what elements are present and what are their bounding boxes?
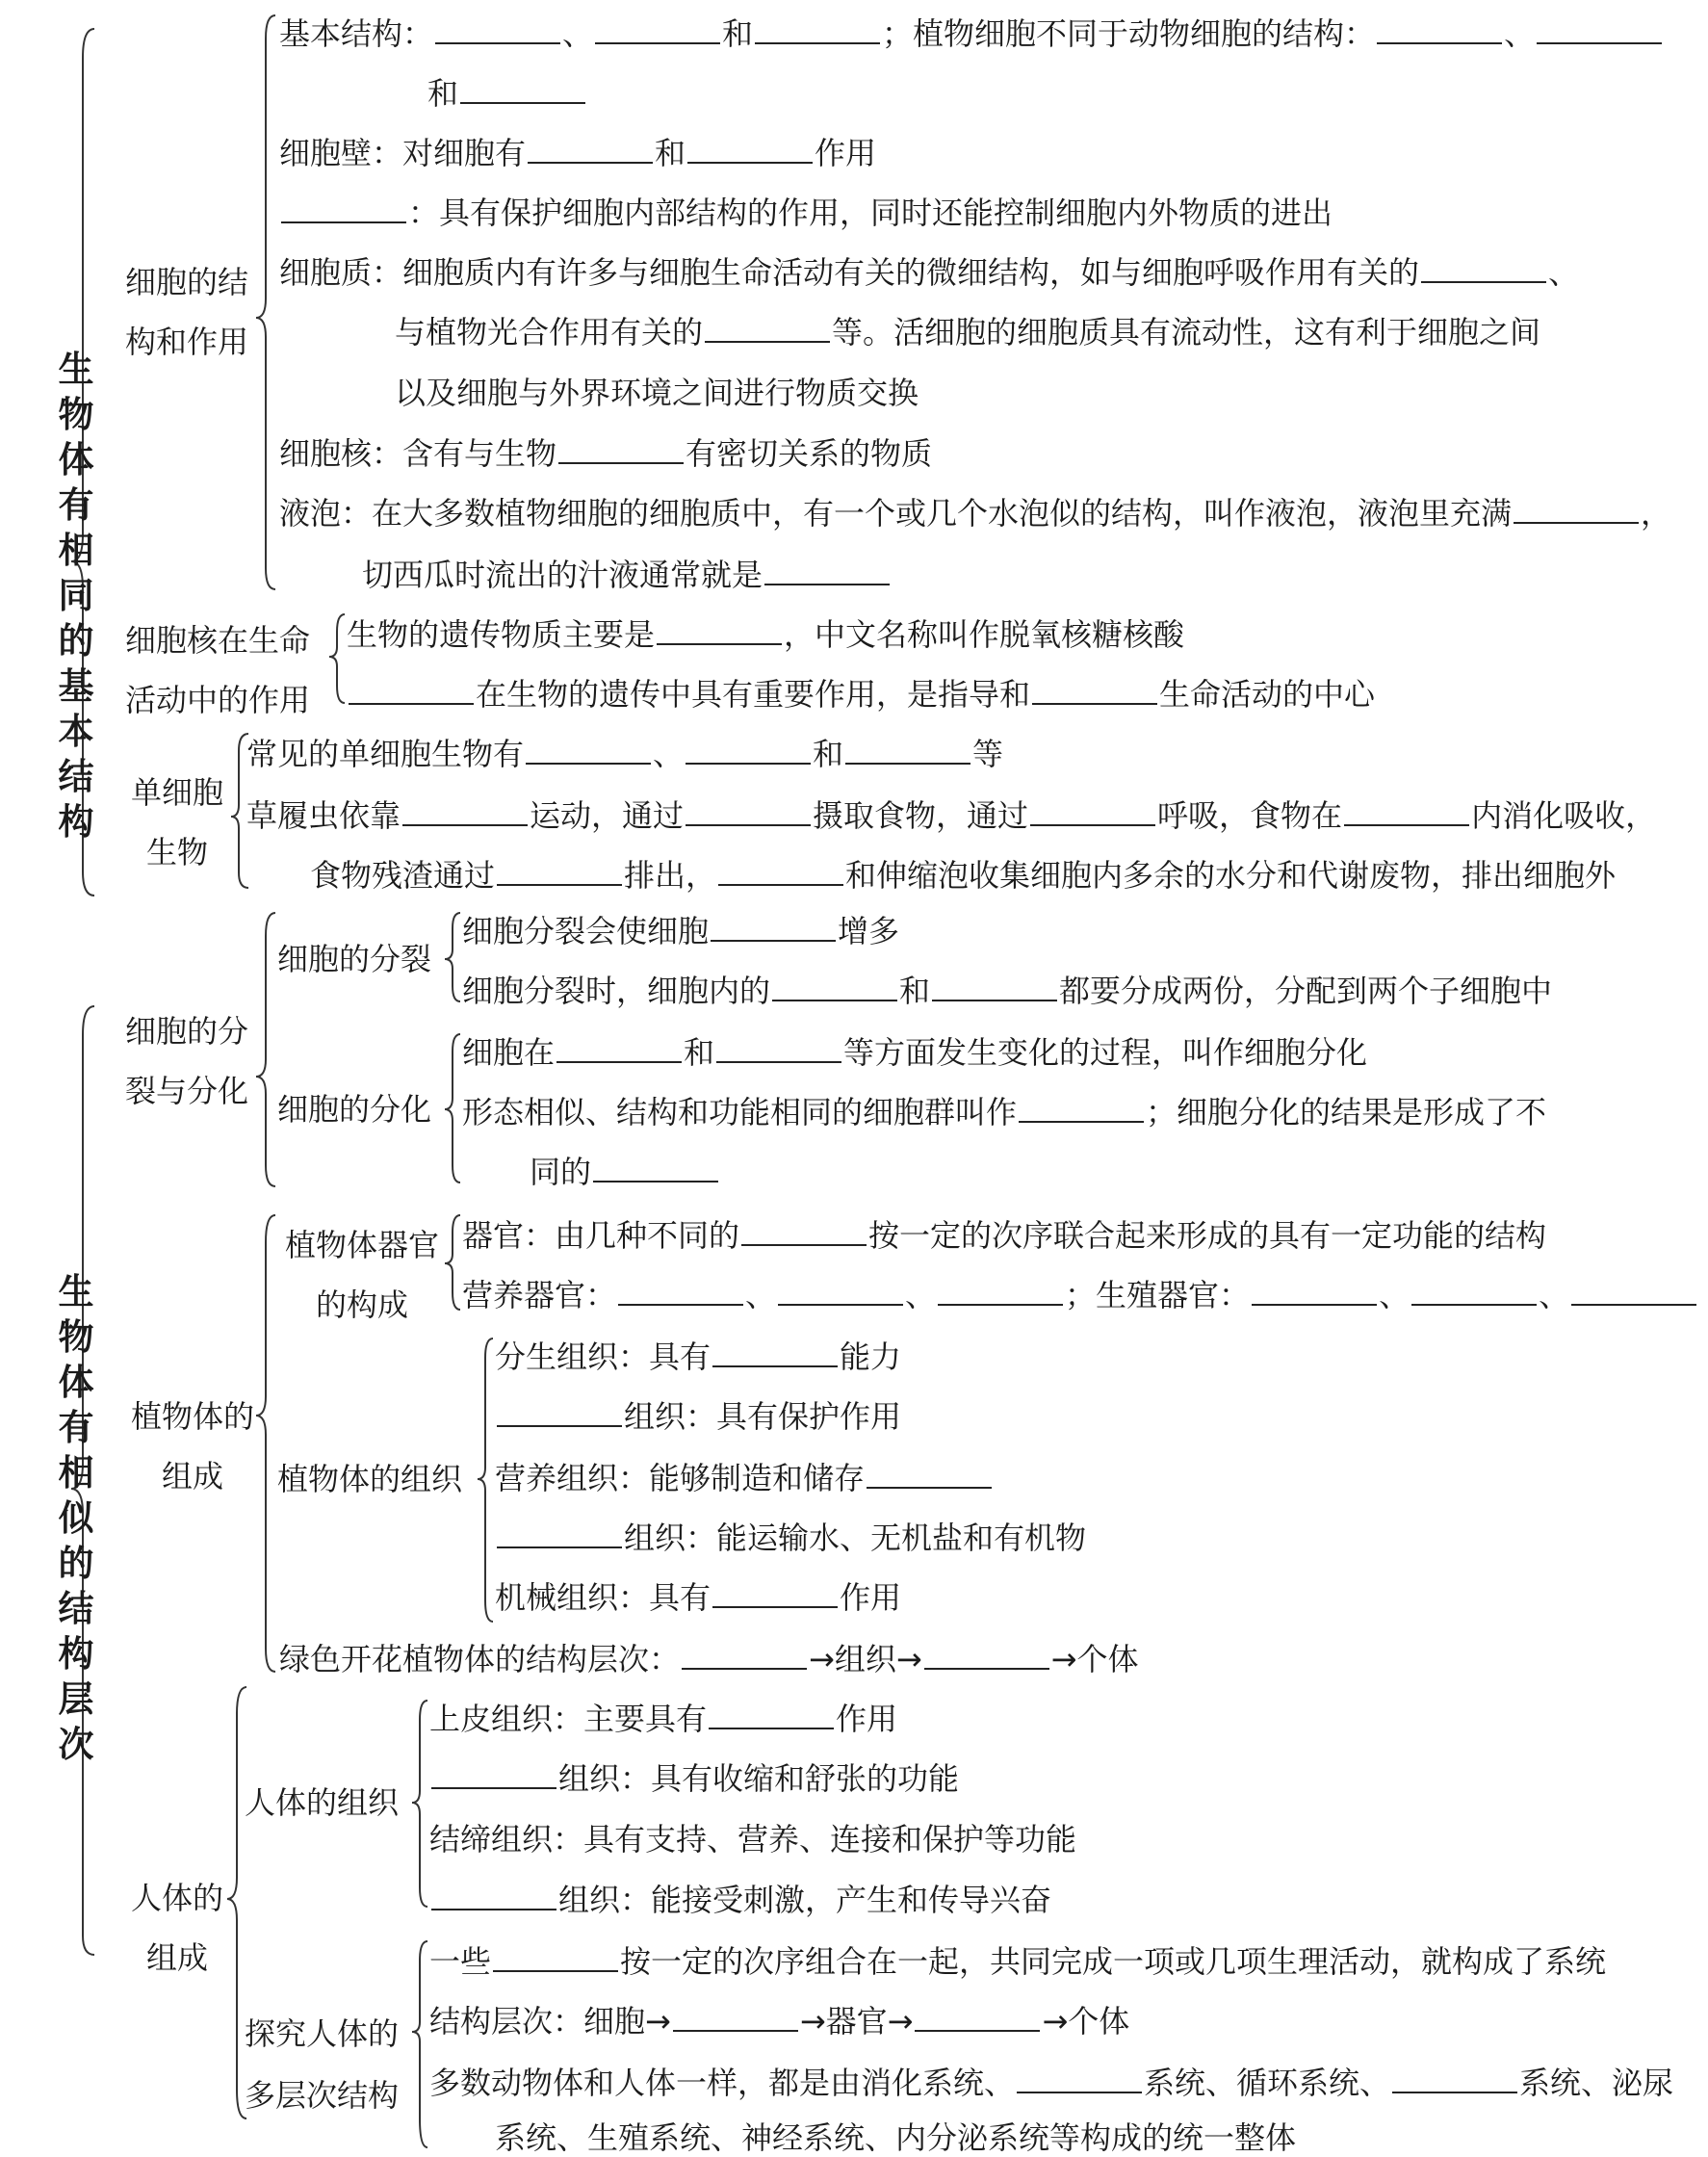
bracket-ss6: [412, 1941, 427, 2147]
row-organ-types: 营养器官： 、 、 ；生殖器官： 、 、: [462, 1275, 1698, 1314]
row-connective: 结缔组织：具有支持、营养、连接和保护等功能: [429, 1821, 1077, 1858]
row-conducting-tissue: 组织：能运输水、无机盐和有机物: [495, 1518, 1086, 1557]
row-cytoplasm-cont2: 以及细胞与外界环境之间进行物质交换: [395, 375, 919, 411]
label-cell-structure-function: 细胞的结构和作用: [125, 264, 249, 360]
row-cell-membrane: ：具有保护细胞内部结构的作用，同时还能控制细胞内外物质的进出: [279, 193, 1333, 232]
label-unicellular: 单细胞生物: [130, 774, 223, 871]
row-paramecium-cont: 食物残渣通过 排出， 和伸缩泡收集细胞内多余的水分和代谢废物，排出细胞外: [310, 857, 1617, 894]
row-cytoplasm-cont1: 与植物光合作用有关的 等。活细胞的细胞质具有流动性，这有利于细胞之间: [395, 314, 1541, 351]
bracket-ss5: [412, 1701, 427, 1907]
label-cell-differentiation: 细胞的分化: [277, 1091, 432, 1128]
row-differentiation-def: 细胞在 和 等方面发生变化的过程，叫作细胞分化: [462, 1034, 1368, 1071]
row-genetic-material: 生物的遗传物质主要是 ，中文名称叫作脱氧核糖核酸: [347, 616, 1185, 653]
row-division-split: 细胞分裂时，细胞内的 和 都要分成两份，分配到两个子细胞中: [462, 973, 1553, 1009]
row-paramecium: 草履虫依靠 运动，通过 摄取食物，通过 呼吸，食物在 内消化吸收，: [246, 797, 1657, 834]
label-cell-division: 细胞的分裂: [277, 941, 432, 977]
row-organ-def: 器官：由几种不同的 按一定的次序联合起来形成的具有一定功能的结构: [462, 1217, 1547, 1254]
bracket-ss2: [445, 1034, 460, 1182]
row-nervous: 组织：能接受刺激，产生和传导兴奋: [429, 1880, 1051, 1919]
row-vacuole: 液泡：在大多数植物细胞的细胞质中，有一个或几个水泡似的结构，叫作液泡，液泡里充满 ，: [279, 495, 1672, 532]
row-epithelial: 上皮组织：主要具有 作用: [429, 1701, 898, 1737]
row-cytoplasm: 细胞质：细胞质内有许多与细胞生命活动有关的微细结构，如与细胞呼吸作用有关的 、: [279, 254, 1580, 291]
label-human-tissues: 人体的组织: [245, 1784, 400, 1821]
row-cell-wall: 细胞壁：对细胞有 和 作用: [279, 135, 877, 171]
row-muscle: 组织：具有收缩和舒张的功能: [429, 1758, 959, 1798]
row-common-unicellular: 常见的单细胞生物有 、 和 等: [246, 736, 1004, 772]
bracket-s6: [227, 1687, 246, 2118]
row-tissue-def: 形态相似、结构和功能相同的细胞群叫作 ；细胞分化的结果是形成了不: [462, 1094, 1547, 1130]
main-title-similar-structure-levels: 生物体有相似的结构层次: [58, 1271, 94, 1765]
label-plant-organ-structure: 植物体器官的构成: [284, 1227, 439, 1323]
bracket-ss4: [478, 1338, 493, 1622]
row-vacuole-cont: 切西瓜时流出的汁液通常就是: [362, 555, 892, 594]
row-division-increase: 细胞分裂会使细胞 增多: [462, 913, 900, 949]
row-basic-structure-cont: 和: [427, 73, 587, 113]
bracket-s2: [329, 614, 345, 703]
row-plant-levels: 绿色开花植物体的结构层次： →组织→ →个体: [279, 1641, 1139, 1677]
row-mechanical-tissue: 机械组织：具有 作用: [495, 1579, 902, 1616]
label-plant-body-composition: 植物体的组成: [130, 1398, 254, 1494]
row-tissue-def-cont: 同的: [530, 1152, 720, 1191]
label-plant-tissues: 植物体的组织: [277, 1461, 463, 1497]
row-meristem: 分生组织：具有 能力: [495, 1338, 902, 1375]
label-explore-human-levels: 探究人体的多层次结构: [245, 2015, 400, 2114]
bracket-ss1: [445, 913, 460, 1001]
label-cell-division-differentiation: 细胞的分裂与分化: [125, 1013, 249, 1109]
row-basic-structure: 基本结构： 、 和 ；植物细胞不同于动物细胞的结构： 、: [279, 13, 1664, 53]
label-nucleus-in-life: 细胞核在生命活动中的作用: [125, 622, 311, 718]
row-systems: 多数动物体和人体一样，都是由消化系统、 系统、循环系统、 系统、泌尿: [429, 2065, 1674, 2101]
row-systems-cont: 系统、生殖系统、神经系统、内分泌系统等构成的统一整体: [495, 2119, 1297, 2156]
row-protective-tissue: 组织：具有保护作用: [495, 1396, 901, 1436]
main-title-same-basic-structure: 生物体有相同的基本结构: [58, 349, 94, 843]
row-nucleus-role: 在生物的遗传中具有重要作用，是指导和 生命活动的中心: [347, 674, 1375, 714]
row-human-levels: 结构层次：细胞→ →器官→ →个体: [429, 2003, 1130, 2040]
row-nutritive-tissue: 营养组织：能够制造和储存: [495, 1458, 994, 1497]
label-human-body-composition: 人体的组成: [130, 1880, 223, 1976]
row-system-def: 一些 按一定的次序组合在一起，共同完成一项或几项生理活动，就构成了系统: [429, 1943, 1607, 1980]
row-nucleus: 细胞核：含有与生物 有密切关系的物质: [279, 435, 933, 472]
bracket-ss3: [445, 1215, 460, 1310]
